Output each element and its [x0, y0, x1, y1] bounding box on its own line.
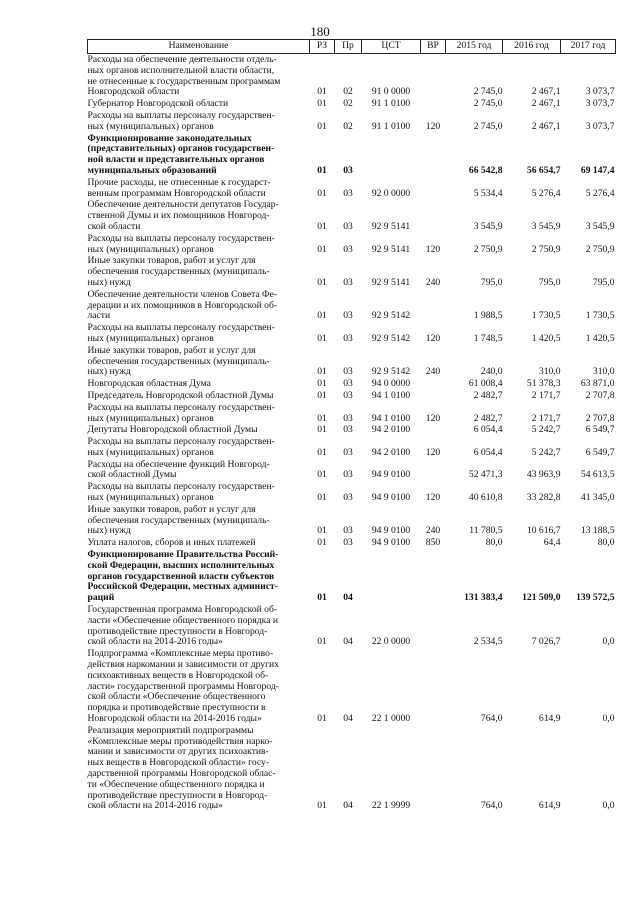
row-value-2016: 64,4 [543, 537, 561, 549]
row-cst: 92 9 5141 [371, 276, 411, 288]
row-value-2015: 1 748,5 [473, 332, 503, 344]
table-row [88, 233, 616, 256]
row-value-2015: 2 534,5 [473, 636, 503, 648]
row-value-2017: 6 549,7 [585, 424, 615, 436]
row-value-2016: 2 467,1 [531, 120, 561, 132]
row-cst: 94 1 0100 [371, 389, 411, 401]
row-pr: 03 [343, 164, 353, 176]
table-row [88, 110, 616, 133]
table-row [88, 402, 616, 425]
row-name: Председатель Новгородской областной Думы [87, 389, 274, 401]
row-value-2017: 2 750,9 [585, 243, 615, 255]
row-name: Расходы на выплаты персоналу государствен- ных (муниципальных) органов [87, 436, 275, 458]
row-pr: 03 [343, 310, 353, 322]
row-value-2015: 2 750,9 [473, 243, 503, 255]
row-pr: 03 [343, 412, 353, 424]
table-row [88, 378, 616, 390]
row-name: Подпрограмма «Комплексные меры противо- действия наркомании и зависимости от других психоактивных веществ в Новгородской об- ласти» государственной программы Новгород- ской области «Обеспечение общественного порядка и противодействие преступности в Новгородской области на 2014-2016 годы» [87, 648, 279, 725]
row-value-2017: 3 073,7 [585, 98, 615, 110]
row-vr: 240 [425, 366, 441, 378]
row-value-2017: 3 073,7 [585, 120, 615, 132]
row-value-2017: 0,0 [602, 636, 615, 648]
row-cst: 91 0 0000 [371, 86, 411, 98]
table-row [88, 255, 616, 288]
row-value-2016: 5 242,7 [531, 446, 561, 458]
table-row [88, 436, 616, 459]
table-row [88, 289, 616, 322]
row-name: Государственная программа Новгородской об- ласти «Обеспечение общественного порядка и противодействие преступности в Новгород- ской области на 2014-2016 годы» [87, 604, 278, 648]
row-value-2015: 2 745,0 [473, 86, 503, 98]
row-rz: 01 [317, 636, 327, 648]
table-row [88, 481, 616, 504]
row-value-2016: 1 730,5 [531, 310, 561, 322]
row-cst: 92 9 5142 [371, 332, 411, 344]
row-vr [421, 133, 446, 177]
row-value-2016: 43 963,9 [526, 469, 561, 481]
row-value-2017: 310,0 [592, 366, 615, 378]
row-value-2015: 52 471,3 [468, 469, 503, 481]
row-pr: 04 [343, 713, 353, 725]
row-pr: 03 [343, 389, 353, 401]
row-pr: 03 [343, 537, 353, 549]
row-cst: 22 1 0000 [371, 713, 411, 725]
row-value-2015: 40 610,8 [468, 492, 503, 504]
row-rz: 01 [317, 310, 327, 322]
row-rz: 01 [317, 120, 327, 132]
row-value-2017: 54 613,5 [580, 469, 615, 481]
header-cst: ЦСТ [362, 40, 421, 54]
row-name: Расходы на обеспечение функций Новгород- ской областной Думы [87, 458, 270, 481]
row-cst: 94 9 0100 [371, 469, 411, 481]
table-row [88, 54, 616, 99]
row-rz: 01 [317, 98, 327, 110]
row-cst: 94 2 0100 [371, 424, 411, 436]
table-row [88, 390, 616, 402]
row-vr [421, 459, 446, 482]
row-name: Расходы на выплаты персоналу государствен- ных (муниципальных) органов [87, 401, 275, 424]
row-name: Реализация мероприятий подпрограммы «Комплексные меры противодействия нарко- мании и зависимости от других психоактив- ных веществ в Новгородской области» госу- дарственной программы Новгородской облас- ти «Обеспечение общественного порядка и противодействие преступности в Новгород- ской области на 2014-2016 годы» [87, 724, 276, 812]
row-value-2015: 80,0 [485, 537, 503, 549]
row-pr: 03 [343, 243, 353, 255]
row-value-2017: 2 707,8 [585, 389, 615, 401]
row-cst: 94 2 0100 [371, 446, 411, 458]
row-value-2015: 61 008,4 [468, 378, 503, 390]
row-name: Иные закупки товаров, работ и услуг для обеспечения государственных (муниципаль- ных) нужд [87, 255, 270, 288]
row-pr: 03 [343, 446, 353, 458]
row-name: Расходы на выплаты персоналу государствен- ных (муниципальных) органов [87, 109, 275, 132]
row-name: Расходы на выплаты персоналу государствен- ных (муниципальных) органов [87, 322, 275, 344]
row-rz: 01 [317, 366, 327, 378]
table-row [88, 648, 616, 725]
row-rz: 01 [317, 164, 327, 176]
row-vr: 850 [425, 537, 441, 549]
row-name: Расходы на выплаты персоналу государствен- ных (муниципальных) органов [87, 232, 275, 255]
row-value-2015: 2 745,0 [473, 120, 503, 132]
row-rz: 01 [317, 243, 327, 255]
row-rz: 01 [317, 220, 327, 232]
row-rz: 01 [317, 492, 327, 504]
row-value-2017: 795,0 [592, 276, 615, 288]
row-cst [362, 133, 421, 177]
row-pr: 02 [343, 86, 353, 98]
row-rz: 01 [317, 412, 327, 424]
row-value-2017: 1 730,5 [585, 310, 615, 322]
row-value-2017: 139 572,5 [576, 592, 615, 604]
row-value-2015: 795,0 [480, 276, 503, 288]
row-value-2015: 131 383,4 [464, 592, 503, 604]
row-value-2015: 6 054,4 [473, 446, 503, 458]
row-pr: 03 [343, 525, 353, 537]
row-value-2015: 3 545,9 [473, 220, 503, 232]
row-value-2017: 0,0 [602, 713, 615, 725]
row-pr: 04 [343, 592, 353, 604]
row-vr [421, 177, 446, 200]
budget-table [87, 39, 616, 812]
row-value-2017: 41 345,0 [580, 492, 615, 504]
row-pr: 03 [343, 332, 353, 344]
row-value-2017: 13 188,5 [580, 525, 615, 537]
row-cst: 92 9 5141 [371, 243, 411, 255]
row-rz: 01 [317, 469, 327, 481]
row-pr: 02 [343, 120, 353, 132]
row-value-2016: 33 282,8 [526, 492, 561, 504]
row-pr: 03 [343, 492, 353, 504]
row-vr [421, 390, 446, 402]
row-rz: 01 [317, 592, 327, 604]
row-rz: 01 [317, 713, 327, 725]
row-name: Уплата налогов, сборов и иных платежей [87, 537, 256, 549]
row-value-2017: 5 276,4 [585, 187, 615, 199]
row-value-2017: 3 073,7 [585, 86, 615, 98]
header-2015: 2015 год [446, 40, 503, 54]
row-rz: 01 [317, 525, 327, 537]
header-rz: РЗ [310, 40, 335, 54]
row-cst: 94 9 0100 [371, 525, 411, 537]
row-value-2016: 2 171,7 [531, 412, 561, 424]
row-vr: 120 [425, 412, 441, 424]
row-cst: 92 9 5141 [371, 220, 411, 232]
row-pr: 03 [343, 378, 353, 390]
row-cst: 94 9 0100 [371, 492, 411, 504]
row-rz: 01 [317, 389, 327, 401]
row-name: Губернатор Новгородской области [87, 98, 229, 110]
row-pr: 03 [343, 469, 353, 481]
row-value-2017: 0,0 [602, 800, 615, 812]
table-header-row [88, 40, 616, 54]
row-value-2017: 80,0 [597, 537, 615, 549]
row-value-2016: 310,0 [538, 366, 561, 378]
page-number: 180 [310, 24, 330, 39]
row-value-2016: 121 509,0 [522, 592, 561, 604]
table-row [88, 604, 616, 648]
table-row [88, 199, 616, 232]
row-pr: 04 [343, 636, 353, 648]
row-pr: 03 [343, 220, 353, 232]
row-value-2017: 6 549,7 [585, 446, 615, 458]
header-vr: ВР [421, 40, 446, 54]
row-value-2017: 69 147,4 [580, 164, 615, 176]
row-vr [421, 289, 446, 322]
row-name: Иные закупки товаров, работ и услуг для обеспечения государственных (муниципаль- ных) нужд [87, 503, 270, 537]
row-cst: 92 0 0000 [371, 187, 411, 199]
table-row [88, 459, 616, 482]
row-value-2016: 56 654,7 [526, 164, 561, 176]
row-value-2015: 764,0 [480, 713, 503, 725]
row-vr [421, 648, 446, 725]
row-rz: 01 [317, 86, 327, 98]
row-vr: 120 [425, 492, 441, 504]
row-value-2016: 614,9 [538, 713, 561, 725]
row-value-2015: 1 988,5 [473, 310, 503, 322]
table-row [88, 98, 616, 110]
row-vr: 240 [425, 525, 441, 537]
row-vr [421, 424, 446, 436]
row-value-2015: 6 054,4 [473, 424, 503, 436]
row-value-2015: 2 482,7 [473, 389, 503, 401]
table-row [88, 322, 616, 345]
row-vr [421, 98, 446, 110]
row-value-2015: 764,0 [480, 800, 503, 812]
row-rz: 01 [317, 378, 327, 390]
row-name: Функционирование законодательных (представительных) органов государствен- ной власти и представительных органов муниципальных образований [87, 132, 275, 176]
row-vr: 240 [425, 276, 441, 288]
row-rz: 01 [317, 537, 327, 549]
row-vr [421, 378, 446, 390]
row-name: Функционирование Правительства Россий- ской Федерации, высших исполнительных органов государственной власти субъектов Российской Федерации, местных админист- раций [87, 549, 279, 604]
row-name: Новгородская областная Дума [87, 378, 211, 390]
header-pr: Пр [335, 40, 362, 54]
row-value-2015: 11 780,5 [469, 525, 503, 537]
row-vr [421, 54, 446, 99]
row-value-2015: 2 745,0 [473, 98, 503, 110]
row-name: Иные закупки товаров, работ и услуг для обеспечения государственных (муниципаль- ных) нужд [87, 344, 270, 378]
row-vr [421, 549, 446, 604]
row-value-2017: 2 707,8 [585, 412, 615, 424]
row-value-2016: 2 750,9 [531, 243, 561, 255]
row-value-2016: 1 420,5 [531, 332, 561, 344]
row-value-2016: 2 467,1 [531, 98, 561, 110]
row-pr: 03 [343, 276, 353, 288]
header-name: Наименование [88, 40, 310, 54]
row-pr: 04 [343, 800, 353, 812]
table-row [88, 725, 616, 812]
row-value-2015: 66 542,8 [468, 164, 503, 176]
row-value-2015: 2 482,7 [473, 412, 503, 424]
row-rz: 01 [317, 424, 327, 436]
row-name: Расходы на выплаты персоналу государствен- ных (муниципальных) органов [87, 481, 275, 504]
row-rz: 01 [317, 187, 327, 199]
row-rz: 01 [317, 276, 327, 288]
row-pr: 03 [343, 187, 353, 199]
row-value-2016: 5 242,7 [531, 424, 561, 436]
row-name: Депутаты Новгородской областной Думы [87, 424, 258, 436]
row-value-2016: 2 467,1 [531, 86, 561, 98]
row-value-2016: 5 276,4 [531, 187, 561, 199]
row-cst: 91 1 0100 [371, 120, 411, 132]
row-cst: 91 1 0100 [371, 98, 411, 110]
row-name: Обеспечение деятельности депутатов Государ- ственной Думы и их помощников Новгород- ской области [87, 199, 279, 232]
row-pr: 03 [343, 424, 353, 436]
row-cst: 92 9 5142 [371, 366, 411, 378]
row-pr: 03 [343, 366, 353, 378]
row-name: Расходы на обеспечение деятельности отдель- ных органов исполнительной власти области, не отнесенные к государственным программам Новгородской области [87, 54, 281, 98]
row-value-2016: 51 378,3 [526, 378, 561, 390]
table-row [88, 133, 616, 177]
table-row [88, 504, 616, 537]
row-vr: 120 [425, 243, 441, 255]
row-vr [421, 199, 446, 232]
row-rz: 01 [317, 800, 327, 812]
row-value-2017: 1 420,5 [585, 332, 615, 344]
table-body [88, 54, 616, 813]
row-vr [421, 604, 446, 648]
row-cst: 94 1 0100 [371, 412, 411, 424]
header-2016: 2016 год [503, 40, 561, 54]
row-value-2017: 63 871,0 [580, 378, 615, 390]
row-value-2017: 3 545,9 [585, 220, 615, 232]
row-name: Прочие расходы, не отнесенные к государст- венным программам Новгородской области [87, 176, 271, 199]
table-row [88, 345, 616, 378]
row-vr: 120 [425, 332, 441, 344]
row-name: Обеспечение деятельности членов Совета Фе- дерации и их помощников в Новгородской об- ласти [87, 288, 278, 322]
row-value-2016: 10 616,7 [526, 525, 561, 537]
row-value-2016: 2 171,7 [531, 389, 561, 401]
row-cst: 22 0 0000 [371, 636, 411, 648]
header-2017: 2017 год [561, 40, 616, 54]
row-value-2016: 795,0 [538, 276, 561, 288]
table-row [88, 177, 616, 200]
row-cst: 92 9 5142 [371, 310, 411, 322]
row-rz: 01 [317, 332, 327, 344]
row-rz: 01 [317, 446, 327, 458]
table-row [88, 549, 616, 604]
row-vr: 120 [425, 446, 441, 458]
row-vr [421, 725, 446, 812]
row-value-2016: 614,9 [538, 800, 561, 812]
row-cst: 94 0 0000 [371, 378, 411, 390]
row-pr: 02 [343, 98, 353, 110]
row-value-2015: 5 534,4 [473, 187, 503, 199]
table-row [88, 537, 616, 549]
row-cst [362, 549, 421, 604]
row-cst: 22 1 9999 [371, 800, 411, 812]
row-value-2016: 7 026,7 [531, 636, 561, 648]
table-row [88, 424, 616, 436]
row-cst: 94 9 0100 [371, 537, 411, 549]
row-vr: 120 [425, 120, 441, 132]
row-value-2016: 3 545,9 [531, 220, 561, 232]
row-value-2015: 240,0 [480, 366, 503, 378]
